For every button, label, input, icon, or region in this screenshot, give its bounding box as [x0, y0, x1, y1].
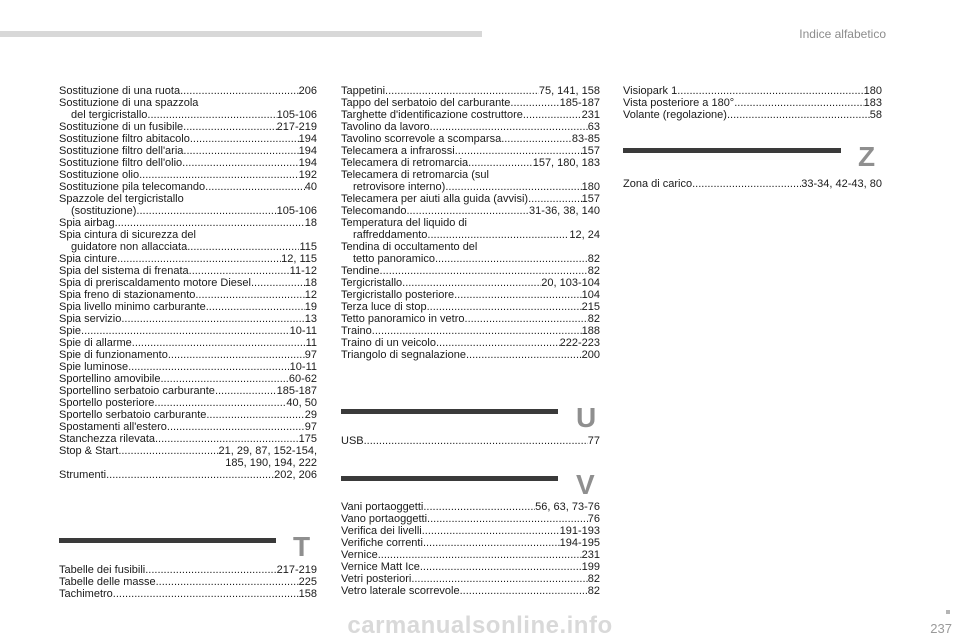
entry-term: Tappo del serbatoio del carburante: [341, 97, 511, 109]
entry-pages: 40: [304, 181, 317, 193]
leader-dots: [411, 573, 587, 585]
entry-term: Spie di funzionamento: [59, 349, 168, 361]
index-entry: [59, 205, 317, 217]
entry-term: Terza luce di stop: [341, 301, 427, 313]
leader-dots: [206, 301, 305, 313]
index-entry: [341, 121, 600, 133]
entry-pages: 188: [581, 325, 600, 337]
entry-pages: 83-85: [571, 133, 600, 145]
leader-dots: [468, 157, 533, 169]
entry-term: Strumenti: [59, 469, 107, 481]
entry-term: tetto panoramico: [353, 253, 435, 265]
entry-term: Spie luminose: [59, 361, 129, 373]
leader-dots: [734, 97, 863, 109]
leader-dots: [460, 585, 588, 597]
entry-term: Tergicristallo: [341, 277, 403, 289]
entry-pages: 115: [299, 241, 317, 253]
leader-dots: [406, 205, 529, 217]
entry-pages: 180: [863, 85, 882, 97]
index-entry: [341, 501, 600, 513]
entry-term: Tavolino da lavoro: [341, 121, 430, 133]
leader-dots: [436, 337, 560, 349]
header-bar: [0, 31, 482, 37]
index-entry: [341, 145, 600, 157]
leader-dots: [180, 85, 299, 97]
entry-pages: 11: [305, 337, 317, 349]
index-entry: [59, 253, 317, 265]
entry-term: Spazzole del tergicristallo: [59, 193, 184, 205]
index-entry: [341, 181, 600, 193]
index-entry: [341, 561, 600, 573]
entry-term: Tabelle delle masse: [59, 576, 156, 588]
leader-dots: [385, 85, 539, 97]
entry-term: guidatore non allacciata: [71, 241, 188, 253]
index-entry: [59, 433, 317, 445]
entry-pages: 56, 63, 73-76: [535, 501, 600, 513]
entry-pages: 231: [581, 549, 600, 561]
index-entry: [59, 385, 317, 397]
entry-pages: 63: [587, 121, 600, 133]
leader-dots: [372, 325, 582, 337]
entry-pages: 77: [587, 435, 600, 447]
entry-pages: 105-106: [276, 109, 317, 121]
entry-pages: 33-34, 42-43, 80: [801, 178, 882, 190]
entry-term: Spia livello minimo carburante: [59, 301, 206, 313]
index-entry: [59, 217, 317, 229]
entry-term: Spia del sistema di frenata: [59, 265, 189, 277]
index-entry: [341, 169, 600, 181]
entry-pages: 11-12: [289, 265, 317, 277]
entry-pages: 231: [581, 109, 600, 121]
entry-pages: 31-36, 38, 140: [529, 205, 600, 217]
entry-term: Stanchezza rilevata: [59, 433, 155, 445]
entry-term: Zona di carico: [623, 178, 693, 190]
index-entry: [341, 265, 600, 277]
entry-term: Spie: [59, 325, 82, 337]
entry-term: Verifiche correnti: [341, 537, 423, 549]
index-entry: [341, 313, 600, 325]
leader-dots: [466, 349, 582, 361]
entry-pages: 10-11: [289, 361, 317, 373]
index-entry: [59, 109, 317, 121]
leader-dots: [132, 337, 306, 349]
leader-dots: [195, 289, 304, 301]
leader-dots: [523, 109, 582, 121]
index-entry: [341, 109, 600, 121]
index-entry: [59, 409, 317, 421]
leader-dots: [139, 169, 299, 181]
leader-dots: [380, 265, 588, 277]
leader-dots: [182, 157, 298, 169]
leader-dots: [183, 145, 298, 157]
entry-pages: 105-106: [276, 205, 317, 217]
entry-term: Tappetini: [341, 85, 386, 97]
leader-dots: [402, 277, 541, 289]
section-divider-u: [341, 409, 558, 414]
entry-pages: 13: [304, 313, 317, 325]
entry-pages: 21, 29, 87, 152-154,: [218, 445, 317, 457]
index-entry: [59, 445, 317, 457]
entry-term: Telecamera di retromarcia (sul: [341, 169, 489, 181]
entry-term: Telecamera per aiuti alla guida (avvisi): [341, 193, 529, 205]
index-column-1: [59, 85, 317, 481]
entry-term: Tendina di occultamento del: [341, 241, 478, 253]
index-column-2: [341, 85, 600, 361]
entry-term: USB: [341, 435, 364, 447]
section-z-entries: [623, 178, 882, 190]
index-entry: [59, 277, 317, 289]
index-entry: [59, 325, 317, 337]
entry-term: Verifica dei livelli: [341, 525, 422, 537]
section-divider-t: [59, 538, 276, 543]
entry-pages: 222-223: [559, 337, 600, 349]
entry-term: Vano portaoggetti: [341, 513, 428, 525]
entry-pages: 194: [298, 133, 317, 145]
entry-pages: 225: [298, 576, 317, 588]
entry-pages: 206: [298, 85, 317, 97]
entry-term: Tavolino scorrevole a scomparsa: [341, 133, 502, 145]
index-entry: [341, 241, 600, 253]
entry-term: Sostituzione filtro abitacolo: [59, 133, 190, 145]
index-entry: [341, 435, 600, 447]
entry-term: del tergicristallo: [71, 109, 148, 121]
index-entry: [59, 373, 317, 385]
entry-term: Visiopark 1: [623, 85, 678, 97]
index-entry: [59, 361, 317, 373]
entry-term: Tabelle dei fusibili: [59, 564, 146, 576]
entry-pages: 75, 141, 158: [538, 85, 600, 97]
entry-term: Volante (regolazione): [623, 109, 727, 121]
leader-dots: [427, 301, 582, 313]
section-letter-z: Z: [858, 141, 876, 172]
entry-pages: 175: [298, 433, 317, 445]
entry-pages: 194: [298, 145, 317, 157]
index-entry: [59, 349, 317, 361]
index-entry: [341, 549, 600, 561]
leader-dots: [420, 561, 582, 573]
section-letter-v: V: [576, 469, 595, 500]
entry-term: Triangolo di segnalazione: [341, 349, 466, 361]
leader-dots: [190, 133, 299, 145]
entry-term: Sostituzione pila telecomando: [59, 181, 206, 193]
leader-dots: [454, 289, 582, 301]
entry-term: Vani portaoggetti: [341, 501, 424, 513]
leader-dots: [727, 109, 870, 121]
index-entry: [59, 421, 317, 433]
entry-term: Sostituzione filtro dell'aria: [59, 145, 184, 157]
page-number: 237: [930, 621, 952, 636]
entry-pages: 82: [587, 265, 600, 277]
entry-term: Sostituzione di una spazzola: [59, 97, 199, 109]
leader-dots: [445, 181, 581, 193]
entry-term: Spia di preriscaldamento motore Diesel: [59, 277, 251, 289]
leader-dots: [155, 433, 299, 445]
index-entry: [59, 145, 317, 157]
entry-pages: 215: [581, 301, 600, 313]
index-entry: [341, 325, 600, 337]
leader-dots: [435, 253, 588, 265]
section-divider-z: [623, 148, 841, 153]
entry-term: Sostituzione olio: [59, 169, 140, 181]
entry-pages: 194: [298, 157, 317, 169]
entry-term: Sportellino amovibile: [59, 373, 161, 385]
entry-pages: 200: [581, 349, 600, 361]
entry-pages: 183: [863, 97, 882, 109]
index-entry: [59, 588, 317, 600]
index-entry: [341, 525, 600, 537]
entry-term: Spia cinture: [59, 253, 118, 265]
leader-dots: [455, 145, 582, 157]
entry-pages: 192: [298, 169, 317, 181]
leader-dots: [427, 229, 569, 241]
index-entry: [59, 181, 317, 193]
leader-dots: [251, 277, 305, 289]
entry-term: Vetro laterale scorrevole: [341, 585, 460, 597]
entry-term: Sostituzione di una ruota: [59, 85, 181, 97]
entry-pages: 82: [587, 573, 600, 585]
index-entry: [59, 469, 317, 481]
leader-dots: [168, 349, 305, 361]
index-entry: [59, 337, 317, 349]
entry-pages: 202, 206: [274, 469, 317, 481]
index-entry: [341, 585, 600, 597]
leader-dots: [427, 513, 588, 525]
entry-term: Vista posteriore a 180°: [623, 97, 735, 109]
index-entry: [59, 397, 317, 409]
watermark: carmanualsonline.info: [347, 612, 613, 639]
entry-term: Spia cintura di sicurezza del: [59, 229, 196, 241]
leader-dots: [205, 181, 305, 193]
index-entry: [341, 337, 600, 349]
section-t-entries: [59, 564, 317, 600]
entry-term: Telecamera di retromarcia: [341, 157, 469, 169]
leader-dots: [147, 109, 276, 121]
entry-pages: 217-219: [276, 121, 317, 133]
leader-dots: [117, 253, 281, 265]
index-entry: [341, 349, 600, 361]
leader-dots: [422, 525, 560, 537]
leader-dots: [187, 241, 299, 253]
leader-dots: [215, 385, 277, 397]
index-entry: [341, 133, 600, 145]
index-entry: [623, 109, 882, 121]
page-title: Indice alfabetico: [799, 27, 886, 41]
entry-term: Telecamera a infrarossi: [341, 145, 455, 157]
entry-term: Targhette d'identificazione costruttore: [341, 109, 523, 121]
leader-dots: [423, 537, 560, 549]
leader-dots: [378, 549, 582, 561]
leader-dots: [465, 313, 588, 325]
index-entry: [341, 193, 600, 205]
index-entry: [623, 85, 882, 97]
entry-pages: 104: [581, 289, 600, 301]
entry-pages: 20, 103-104: [541, 277, 600, 289]
index-entry: [341, 229, 600, 241]
section-v-entries: [341, 501, 600, 597]
entry-pages: 40, 50: [286, 397, 317, 409]
index-entry: [623, 178, 882, 190]
leader-dots: [106, 469, 274, 481]
entry-term: Spia servizio: [59, 313, 122, 325]
entry-pages: 185, 190, 194, 222: [225, 457, 317, 469]
leader-dots: [528, 193, 582, 205]
index-entry: [341, 205, 600, 217]
index-entry: [341, 513, 600, 525]
entry-pages: 76: [587, 513, 600, 525]
leader-dots: [118, 445, 218, 457]
index-entry: [59, 97, 317, 109]
entry-pages: 19: [304, 301, 317, 313]
leader-dots: [154, 397, 286, 409]
entry-term: Vetri posteriori: [341, 573, 412, 585]
entry-pages: 158: [298, 588, 317, 600]
entry-term: retrovisore interno): [353, 181, 446, 193]
entry-term: Sportellino serbatoio carburante: [59, 385, 215, 397]
entry-pages: 82: [587, 585, 600, 597]
index-entry: [341, 253, 600, 265]
entry-term: Spie di allarme: [59, 337, 132, 349]
entry-pages: 18: [304, 277, 317, 289]
entry-pages: 157, 180, 183: [532, 157, 600, 169]
entry-term: Tetto panoramico in vetro: [341, 313, 465, 325]
entry-term: (sostituzione): [71, 205, 137, 217]
index-entry: [59, 576, 317, 588]
entry-pages: 58: [869, 109, 882, 121]
index-entry: [59, 313, 317, 325]
entry-term: Vernice: [341, 549, 378, 561]
entry-term: Sostituzione di un fusibile: [59, 121, 184, 133]
leader-dots: [183, 121, 276, 133]
entry-pages: 194-195: [559, 537, 600, 549]
index-entry: [59, 121, 317, 133]
entry-pages: 157: [581, 193, 600, 205]
entry-pages: 29: [304, 409, 317, 421]
index-entry: [59, 241, 317, 253]
entry-pages: 185-187: [276, 385, 317, 397]
index-entry: [59, 265, 317, 277]
leader-dots: [136, 205, 276, 217]
index-entry: [341, 157, 600, 169]
entry-term: Sportello posteriore: [59, 397, 155, 409]
section-letter-u: U: [576, 402, 597, 433]
section-u-entries: [341, 435, 600, 447]
leader-dots: [161, 373, 289, 385]
entry-pages: 12, 115: [281, 253, 317, 265]
leader-dots: [156, 576, 299, 588]
leader-dots: [115, 217, 305, 229]
leader-dots: [113, 588, 299, 600]
index-entry: [341, 301, 600, 313]
index-entry: [341, 289, 600, 301]
index-entry: [341, 537, 600, 549]
section-divider-v: [341, 476, 558, 481]
index-entry: [59, 564, 317, 576]
index-entry: [341, 217, 600, 229]
entry-term: Tachimetro: [59, 588, 113, 600]
entry-term: Tergicristallo posteriore: [341, 289, 455, 301]
entry-term: Stop & Start: [59, 445, 119, 457]
entry-pages: 82: [587, 313, 600, 325]
leader-dots: [692, 178, 801, 190]
leader-dots: [121, 313, 304, 325]
leader-dots: [501, 133, 572, 145]
entry-pages: 217-219: [276, 564, 317, 576]
entry-term: Spostamenti all'estero: [59, 421, 167, 433]
leader-dots: [430, 121, 588, 133]
entry-pages: 12: [304, 289, 317, 301]
leader-dots: [128, 361, 290, 373]
leader-dots: [206, 409, 304, 421]
leader-dots: [423, 501, 535, 513]
entry-term: Vernice Matt Ice: [341, 561, 420, 573]
index-column-3: [623, 85, 882, 121]
index-entry: [623, 97, 882, 109]
leader-dots: [145, 564, 276, 576]
entry-pages: 180: [581, 181, 600, 193]
index-entry: [59, 301, 317, 313]
entry-pages: 12, 24: [569, 229, 600, 241]
index-entry: [341, 85, 600, 97]
index-entry: [59, 85, 317, 97]
entry-pages: 157: [581, 145, 600, 157]
index-entry: [59, 193, 317, 205]
index-entry: [59, 289, 317, 301]
entry-pages: 185-187: [559, 97, 600, 109]
index-entry: [59, 457, 317, 469]
entry-pages: 199: [581, 561, 600, 573]
entry-pages: 82: [587, 253, 600, 265]
entry-pages: 18: [304, 217, 317, 229]
entry-pages: 191-193: [559, 525, 600, 537]
entry-term: Tendine: [341, 265, 380, 277]
index-entry: [341, 97, 600, 109]
leader-dots: [167, 421, 305, 433]
entry-pages: 97: [304, 349, 317, 361]
index-entry: [341, 277, 600, 289]
section-letter-t: T: [293, 531, 311, 562]
entry-term: Sportello serbatoio carburante: [59, 409, 207, 421]
entry-term: Spia airbag: [59, 217, 115, 229]
entry-term: raffreddamento: [353, 229, 428, 241]
index-entry: [59, 169, 317, 181]
index-entry: [59, 157, 317, 169]
entry-term: Temperatura del liquido di: [341, 217, 467, 229]
leader-dots: [81, 325, 290, 337]
index-entry: [59, 133, 317, 145]
index-entry: [59, 229, 317, 241]
leader-dots: [510, 97, 559, 109]
entry-term: Sostituzione filtro dell'olio: [59, 157, 183, 169]
leader-dots: [364, 435, 588, 447]
leader-dots: [677, 85, 863, 97]
entry-term: Traino di un veicolo: [341, 337, 436, 349]
entry-term: Telecomando: [341, 205, 407, 217]
index-entry: [341, 573, 600, 585]
leader-dots: [189, 265, 290, 277]
entry-term: Spia freno di stazionamento: [59, 289, 196, 301]
entry-term: Traino: [341, 325, 372, 337]
entry-pages: 60-62: [288, 373, 317, 385]
entry-pages: 10-11: [289, 325, 317, 337]
entry-pages: 97: [304, 421, 317, 433]
